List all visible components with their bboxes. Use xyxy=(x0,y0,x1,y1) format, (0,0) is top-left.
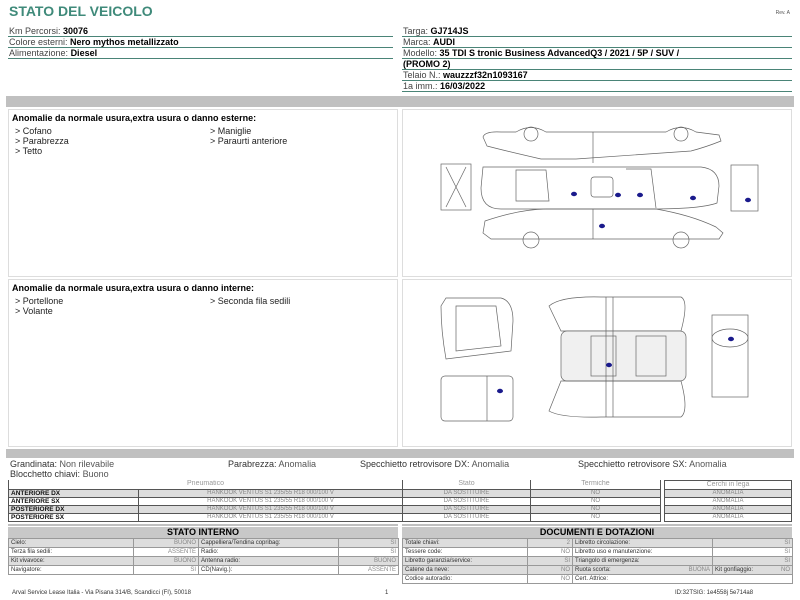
exterior-heading: Anomalie da normale usura,extra usura o danno esterne: xyxy=(12,113,257,123)
anomaly-item: > Maniglie xyxy=(210,126,252,136)
info-value: Diesel xyxy=(70,48,98,58)
tyre-model: HANKOOK VENTUS S1 235/55 R18 000/100 V xyxy=(139,505,403,513)
specchio-dx-status xyxy=(360,459,509,469)
tyre-position: ANTERIORE DX xyxy=(9,489,139,497)
tyre-position: POSTERIORE DX xyxy=(9,505,139,513)
tyre-status: DA SOSTITUIRE xyxy=(403,513,531,521)
tyre-winter: NO xyxy=(531,513,661,521)
kv-label: Navigatore: xyxy=(9,566,134,575)
anomaly-item: > Portellone xyxy=(15,296,64,306)
exterior-diagram xyxy=(402,109,792,277)
grandinata-label: Grandinata: xyxy=(10,459,58,469)
tyre-position: POSTERIORE SX xyxy=(9,513,139,521)
tyre-winter: NO xyxy=(531,505,661,513)
kv-label: Radio: xyxy=(199,548,339,557)
kv-value: ASSENTE xyxy=(134,548,199,557)
alloy-status: ANOMALIA xyxy=(665,506,792,514)
anomaly-item: > Parabrezza xyxy=(15,136,69,146)
info-value: Nero mythos metallizzato xyxy=(70,37,179,47)
kv-label: Ruota scorta: xyxy=(575,567,611,573)
damage-marker xyxy=(599,224,605,228)
kv-row xyxy=(403,575,793,584)
specchio-sx-status xyxy=(578,459,727,469)
alloy-status: ANOMALIA xyxy=(665,490,792,498)
kv-row xyxy=(9,548,399,557)
kv-value: SI xyxy=(713,539,793,548)
tyre-row xyxy=(9,513,661,521)
kv-label: Totale chiavi: xyxy=(403,539,528,548)
document-id: ID:32TSIG: 1e4558j 5e714a8 xyxy=(675,590,754,596)
info-label: 1a imm.: xyxy=(403,81,438,91)
tyre-model: HANKOOK VENTUS S1 235/55 R18 000/100 V xyxy=(139,497,403,505)
trunk-closed-view xyxy=(441,376,513,421)
tyre-winter: NO xyxy=(531,497,661,505)
col-cerchi: Cerchi in lega xyxy=(665,481,792,490)
kv-row xyxy=(403,557,793,566)
kv-label: Kit vivavoce: xyxy=(9,557,134,566)
kv-value: 2 xyxy=(528,539,573,548)
info-value: (PROMO 2) xyxy=(403,59,451,69)
blocchetto-label: Blocchetto chiavi: xyxy=(10,469,81,479)
tyre-status: DA SOSTITUIRE xyxy=(403,505,531,513)
dashboard-view xyxy=(712,315,748,397)
stato-interno-section xyxy=(8,527,398,575)
cabin-doors-top xyxy=(549,297,685,331)
alloy-row xyxy=(665,514,792,522)
alloy-row xyxy=(665,498,792,506)
tyre-winter: NO xyxy=(531,489,661,497)
kv-label: Codice autoradio: xyxy=(403,575,528,584)
alloy-status: ANOMALIA xyxy=(665,514,792,522)
info-label: Alimentazione: xyxy=(9,48,69,58)
info-row xyxy=(402,70,792,81)
kv-value: SI xyxy=(134,566,199,575)
blocchetto-value: Buono xyxy=(82,469,109,479)
anomaly-item: > Seconda fila sedili xyxy=(210,296,291,306)
kv-label: Libretto uso e manutenzione: xyxy=(573,548,713,557)
specchio-dx-label: Specchietto retrovisore DX: xyxy=(360,459,470,469)
exterior-anomalies xyxy=(8,109,398,277)
trunk-open-view xyxy=(441,298,513,359)
parabrezza-value: Anomalia xyxy=(278,459,317,469)
kv-label: Cert. Attrice: xyxy=(573,575,793,584)
kv-label: Libretto garanzia/service: xyxy=(403,557,528,566)
damage-marker xyxy=(606,363,612,367)
info-row xyxy=(402,48,792,59)
tyre-model: HANKOOK VENTUS S1 235/55 R18 000/100 V xyxy=(139,513,403,521)
interior-anomalies xyxy=(8,279,398,447)
kv-label: Cappelliera/Tendina copribag: xyxy=(199,539,339,548)
separator-bar xyxy=(6,449,794,458)
cabin-doors-bottom xyxy=(549,381,685,417)
info-label: Marca: xyxy=(403,37,431,47)
damage-marker xyxy=(690,196,696,200)
anomaly-item: > Tetto xyxy=(15,146,43,156)
vehicle-info-left xyxy=(8,26,393,59)
kv-value: SI xyxy=(339,548,399,557)
car-side-bottom-view xyxy=(483,209,723,248)
cerchi-table xyxy=(664,480,792,522)
revision: Rev. A xyxy=(775,10,790,16)
info-row xyxy=(402,26,792,37)
col-stato: Stato xyxy=(403,480,531,489)
kv-value: NO xyxy=(528,548,573,557)
kv-value: SI xyxy=(339,539,399,548)
info-label: Modello: xyxy=(403,48,438,58)
separator-bar xyxy=(402,524,792,526)
tyre-row xyxy=(9,497,661,505)
interior-diagram xyxy=(402,279,792,447)
kv-row xyxy=(9,566,399,575)
info-value: AUDI xyxy=(433,37,456,47)
page-title: STATO DEL VEICOLO xyxy=(9,3,153,19)
documenti-section xyxy=(402,527,792,584)
damage-marker xyxy=(497,389,503,393)
col-pneumatico: Pneumatico xyxy=(9,480,403,489)
tyre-status: DA SOSTITUIRE xyxy=(403,497,531,505)
anomaly-item: > Cofano xyxy=(15,126,52,136)
kv-value: BUONA xyxy=(688,567,710,573)
tyre-row xyxy=(9,505,661,513)
info-row xyxy=(402,81,792,92)
anomaly-item: > Paraurti anteriore xyxy=(210,136,288,146)
kv-row xyxy=(9,557,399,566)
page-number: 1 xyxy=(385,590,389,596)
grandinata-value: Non rilevabile xyxy=(59,459,115,469)
cabin-seats xyxy=(561,331,686,381)
separator-bar xyxy=(8,524,398,526)
specchio-dx-value: Anomalia xyxy=(471,459,510,469)
documenti-title: DOCUMENTI E DOTAZIONI xyxy=(402,527,792,538)
damage-marker xyxy=(745,198,751,202)
summary-left xyxy=(10,459,114,479)
kv-label: Terza fila sedili: xyxy=(9,548,134,557)
parabrezza-status xyxy=(228,459,316,469)
separator-bar xyxy=(6,96,794,107)
kv-value: SI xyxy=(713,557,793,566)
alloy-status: ANOMALIA xyxy=(665,498,792,506)
kv-label: Tessere code: xyxy=(403,548,528,557)
footer-address: Arval Service Lease Italia - Via Pisana 314/B, Scandicci (FI), 50018 xyxy=(12,590,191,596)
specchio-sx-value: Anomalia xyxy=(689,459,727,469)
kv-label: Kit gonfiaggio: xyxy=(715,567,754,573)
info-value: 30076 xyxy=(63,26,89,36)
kv-row xyxy=(403,539,793,548)
info-row xyxy=(402,59,792,70)
car-rear-view xyxy=(731,165,758,211)
kv-value: NO xyxy=(528,566,573,575)
kv-label: Triangolo di emergenza: xyxy=(573,557,713,566)
info-value: 16/03/2022 xyxy=(440,81,486,91)
info-label: Telaio N.: xyxy=(403,70,441,80)
kv-value: ASSENTE xyxy=(339,566,399,575)
tyre-position: ANTERIORE SX xyxy=(9,497,139,505)
kv-label: Antenna radio: xyxy=(199,557,339,566)
info-row xyxy=(8,26,393,37)
kv-row xyxy=(403,548,793,557)
alloy-row xyxy=(665,506,792,514)
alloy-row xyxy=(665,490,792,498)
info-label: Colore esterni: xyxy=(9,37,68,47)
kv-value: BUONO xyxy=(134,557,199,566)
info-label: Km Percorsi: xyxy=(9,26,61,36)
tyre-model: HANKOOK VENTUS S1 235/55 R18 000/100 V xyxy=(139,489,403,497)
kv-label: CD(Navig.): xyxy=(199,566,339,575)
kv-row xyxy=(403,566,793,575)
info-row xyxy=(402,37,792,48)
kv-value: NO xyxy=(781,567,790,573)
damage-marker xyxy=(615,193,621,197)
car-top-view xyxy=(481,167,719,209)
info-row xyxy=(8,37,393,48)
kv-label: Cielo: xyxy=(9,539,134,548)
damage-marker xyxy=(728,337,734,341)
kv-value: BUONO xyxy=(134,539,199,548)
tyre-row xyxy=(9,489,661,497)
kv-label: Libretto circolazione: xyxy=(573,539,713,548)
info-value: 35 TDI S tronic Business AdvancedQ3 / 2021 / 5P / SUV / xyxy=(439,48,680,58)
kv-label: Catene da neve: xyxy=(403,566,528,575)
interior-heading: Anomalie da normale usura,extra usura o danno interne: xyxy=(12,283,255,293)
parabrezza-label: Parabrezza: xyxy=(228,459,277,469)
kv-value: NO xyxy=(528,575,573,584)
info-value: wauzzzf32n1093167 xyxy=(443,70,528,80)
info-label: Targa: xyxy=(403,26,429,36)
kv-value: BUONO xyxy=(339,557,399,566)
kv-value: SI xyxy=(713,548,793,557)
kv-row xyxy=(9,539,399,548)
stato-interno-title: STATO INTERNO xyxy=(8,527,398,538)
anomaly-item: > Volante xyxy=(15,306,53,316)
info-value: GJ714JS xyxy=(430,26,469,36)
info-row xyxy=(8,48,393,59)
damage-marker xyxy=(571,192,577,196)
col-termiche: Termiche xyxy=(531,480,661,489)
kv-value: SI xyxy=(528,557,573,566)
tyre-status: DA SOSTITUIRE xyxy=(403,489,531,497)
tyre-table xyxy=(8,480,661,522)
specchio-sx-label: Specchietto retrovisore SX: xyxy=(578,459,688,469)
vehicle-info-right xyxy=(402,26,792,92)
car-side-top-view xyxy=(483,127,721,163)
damage-marker xyxy=(637,193,643,197)
